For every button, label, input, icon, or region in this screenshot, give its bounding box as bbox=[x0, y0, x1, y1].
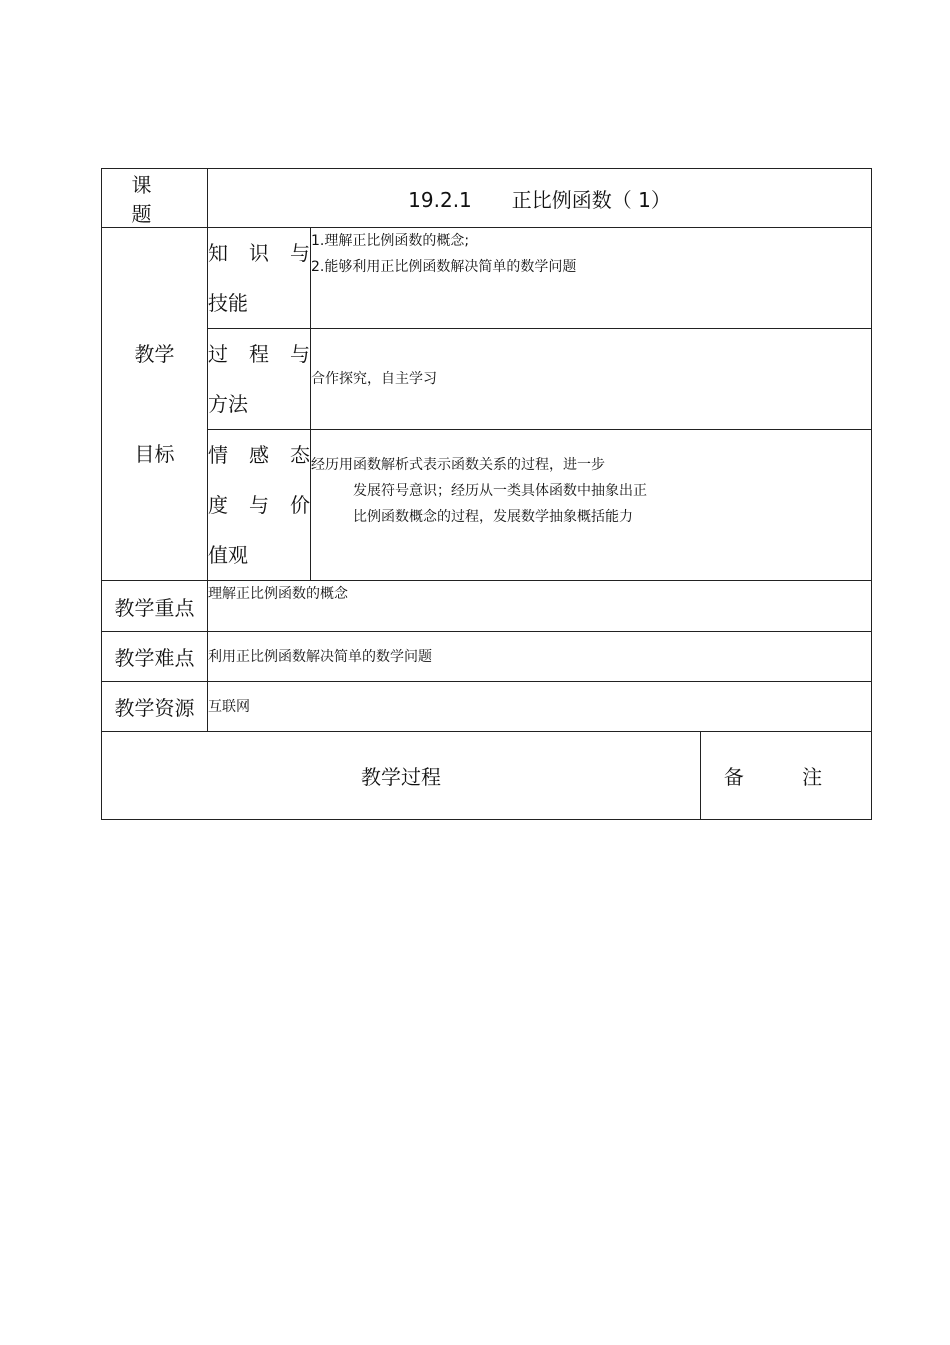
process-content: 合作探究，自主学习 bbox=[311, 329, 872, 430]
resources-content: 互联网 bbox=[208, 682, 872, 732]
topic-label: 课 题 bbox=[102, 169, 208, 228]
footer-row bbox=[102, 732, 872, 820]
difficulty-content: 利用正比例函数解决简单的数学问题 bbox=[208, 632, 872, 682]
difficulty-label: 教学难点 bbox=[102, 632, 208, 682]
key-point-label: 教学重点 bbox=[102, 581, 208, 632]
lesson-plan-table bbox=[101, 168, 872, 820]
emotion-content bbox=[311, 430, 872, 581]
header-row bbox=[102, 169, 872, 228]
resources-row bbox=[102, 682, 872, 732]
difficulty-row bbox=[102, 632, 872, 682]
objectives-label-top: 教学 bbox=[134, 342, 175, 366]
key-point-content: 理解正比例函数的概念 bbox=[208, 581, 872, 632]
notes-label: 备 注 bbox=[701, 732, 872, 820]
process-row bbox=[102, 329, 872, 430]
knowledge-label: 知 识 与 技能 bbox=[208, 228, 311, 329]
lesson-title: 19.2.1 正比例函数（ 1） bbox=[208, 169, 872, 228]
knowledge-item: 1.理解正比例函数的概念; bbox=[311, 233, 470, 249]
emotion-label: 情 感 态 度 与 价 值观 bbox=[208, 430, 311, 581]
knowledge-row bbox=[102, 228, 872, 329]
teaching-process-label: 教学过程 bbox=[102, 732, 701, 820]
emotion-line: 经历用函数解析式表示函数关系的过程，进一步 bbox=[311, 457, 605, 473]
key-point-row bbox=[102, 581, 872, 632]
knowledge-item: 2.能够利用正比例函数解决简单的数学问题 bbox=[311, 259, 577, 275]
process-label: 过 程 与 方法 bbox=[208, 329, 311, 430]
resources-label: 教学资源 bbox=[102, 682, 208, 732]
emotion-line: 发展符号意识；经历从一类具体函数中抽象出正 bbox=[353, 483, 647, 499]
knowledge-content bbox=[311, 228, 872, 329]
emotion-row bbox=[102, 430, 872, 581]
emotion-line: 比例函数概念的过程，发展数学抽象概括能力 bbox=[353, 509, 633, 525]
objectives-label bbox=[102, 228, 208, 581]
objectives-label-bottom: 目标 bbox=[134, 442, 175, 466]
